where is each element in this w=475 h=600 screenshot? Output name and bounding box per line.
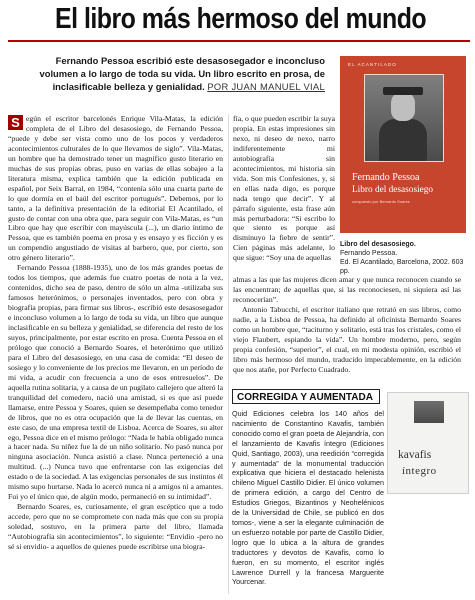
author-portrait-image — [364, 74, 444, 162]
book-subtitle: compuesto por Bernardo Soares — [352, 199, 410, 204]
lead-paragraph — [20, 54, 325, 94]
header-rule — [8, 40, 470, 42]
kavafis-cover-title: kavafis — [398, 449, 432, 461]
sidebar-text — [232, 409, 466, 587]
book-title: Libro del desasosiego — [352, 185, 434, 195]
drop-cap: S — [8, 115, 23, 130]
paragraph: Bernardo Soares, es, curiosamente, el gran escéptico que a todo accede, pero que no se compromete con nada más que con su propia soledad, sostuvo, en la primera parte del libro, llamada “Autobiografía sin acontecimientos”, lo siguiente: “Envidio -pero no sé si envidio- a aquellos de quienes puede escribirse una biogra- — [8, 502, 223, 551]
paragraph: Antonio Tabucchi, el escritor italiano que retrató en sus libros, como nadie, a la Lisboa de Pessoa, ha definido al oficinista Bernardo Soares como un hombre que, “taciturno y solitario, está tras los cristales, como el viejo Flaubert, espiando la vida”. Un hombre moderno, pero, según propia confesión, “superior”, el cual, en mi modesta opinión, escribió el libro más hermoso del mundo, traducido impecablemente, en la edición que nos atañe, por Perfecto Cuadrado. — [233, 304, 461, 374]
body-column-2-top — [233, 114, 335, 263]
book-cover-image — [340, 56, 466, 233]
body-column-1 — [8, 114, 223, 552]
caption-title: Libro del desasosiego. — [340, 241, 416, 248]
sidebar-title: CORREGIDA Y AUMENTADA — [232, 389, 380, 404]
body-column-2 — [233, 275, 461, 375]
paragraph: S egún el escritor barcelonés Enrique Vila-Matas, la edición completa de el Libro del desasosiego, de Fernando Pessoa, “puede y debe ser vista como uno de los pocos y verdaderos acontecimientos culturales de lo que llevamos de siglo”. Vila-Matas, un hombre que ha demostrado tener un magnífico gusto literario en muchas de sus propias obras, puso en varias de ellas sobajeo a la literatura misma, explica también que la edición publicada en español, por Seix Barral, en 1984, “contenía sólo una cuarta parte de lo que dormía en el baúl del escritor portugués”. Debemos, por lo tanto, a la definitiva presentación de la editorial El Acantilado, el gusto de contar con una obra que, para seguir con Vila-Matas, es “un Libro que hay que escribir con mayúscula (...), un diario íntimo de Pessoa, que es también poema en prosa y es ensayo y es ficción y es un compendio angustiado de visitas al barbero, que, por cierto, son otro género literario”. — [8, 114, 223, 263]
book-caption — [340, 240, 466, 276]
paragraph: Fernando Pessoa (1888-1935), uno de los más grandes poetas de todos los tiempos, que además fue cuatro poetas de nota a la vez, contenidos, dicho sea de paso, dentro de sólo un alma -utilizaba sus famosos heterónimos, o personajes inventados, pero con obra y biografía propias, para firmar sus libros-, escribió este desasosegador e inconcluso volumen a lo largo de toda su vida, un libro que aunque inclasificable en su belleza y genialidad, se diferencia del resto de los suyos, principalmente, por estar escrito en prosa. Cuenta Pessoa en el prólogo que conoció a Bernardo Soares, el heterónimo que utilizó para el Libro del desasosiego, en una casa de comida: “El deseo de sosiego y lo conveniente de los precios me llevaron, en un período de mi vida, a acudir con frecuencia a uno de esos entresuelos”. De aquella rutina solitaria, y a causa de un pugilato callejero que alteró la tranquilidad del comedero, nació una amistad, si es que así puede llamarse, entre Pessoa y Soares, quien se desempeñaba como tenedor de libros, que no es otra ocupación que la de llevar las cuentas, en este caso, de una empresa textil de Lisboa. Acerca de Soares, su alter ego, Pessoa dice en el mismo prólogo: “Nada le había obligado nunca a hacer nada. Su niñez fue la de un niño solitario. No pasó nunca por ninguna asociación. Nunca asistió a clase. Nunca perteneció a una multitud. (...) Nunca tuvo que enfrentarse con las exigencias del estado o de la sociedad. A las exigencias personales de sus instintos él mismo supo hurtarse. Nada lo acercó nunca ni a amigos ni a amantes. Fui yo el único que, de algún modo, permaneció en su intimidad”. — [8, 263, 223, 502]
paragraph: almas a las que las mujeres dicen amar y que nunca reconocen cuando se las encuentran; de aquellas que, si las reconociesen, ni siquiera así las reconocerían”. — [233, 275, 461, 304]
book-author: Fernando Pessoa — [352, 172, 420, 183]
sidebar-paragraph: Quid Ediciones celebra los 140 años del nacimiento de Constantino Kavafis, también conocido como el gran poeta de Alejandría, con el lanzamiento de Kavafis íntegro (Ediciones Quid, Santiago, 2003), una reedición “corregida y aumentada” de la monumental traducción explicativa que hiciera el destacado helenista chileno Miguel Castillo Didier. El único volumen de primera edición, a cargo del Centro de Estudios Griegos, Bizantinos y Neohelénicos de la Universidad de Chile, se publicó en dos tomos-, viene a ser la elegante culminación de un esfuerzo notable por parte de Castillo Didier, logro que lo ubica a la altura de grandes traductores y devotos de Kavafis, como lo fueron, en su momento, el escritor inglés Lawrence Durrell y la francesa Marguerite Yourcenar. — [232, 409, 384, 587]
caption-author: Fernando Pessoa. — [340, 250, 398, 257]
lead-text: Fernando Pessoa escribió este desasosegador e inconcluso volumen a lo largo de toda su vida. Un libro escrito en prosa, de inclasificable belleza y genialidad. — [39, 55, 325, 93]
headline: El libro más hermoso del mundo — [55, 3, 427, 35]
book-publisher: EL ACANTILADO — [348, 62, 397, 67]
byline: POR JUAN MANUEL VIAL — [207, 81, 325, 93]
caption-details: Ed. El Acantilado, Barcelona, 2002. 603 pp. — [340, 259, 464, 275]
column-divider — [228, 114, 229, 594]
paragraph: fía, o que pueden escribir la suya propia. En estas impresiones sin nexo, ni deseo de nexo, narro indiferentemente mi autobiografía sin acontecimientos, mi historia sin vida. Son mis Confesiones, y, si en ellas nada digo, es porque nada tengo que decir”. Y al párrafo siguiente, esta frase aún más perturbadora: “Si escribo lo que siento es porque así disminuyo la fiebre de sentir”. Cien páginas más adelante, lo que sigue: “Soy una de aquellas — [233, 114, 335, 263]
kavafis-cover-subtitle: íntegro — [402, 465, 437, 477]
